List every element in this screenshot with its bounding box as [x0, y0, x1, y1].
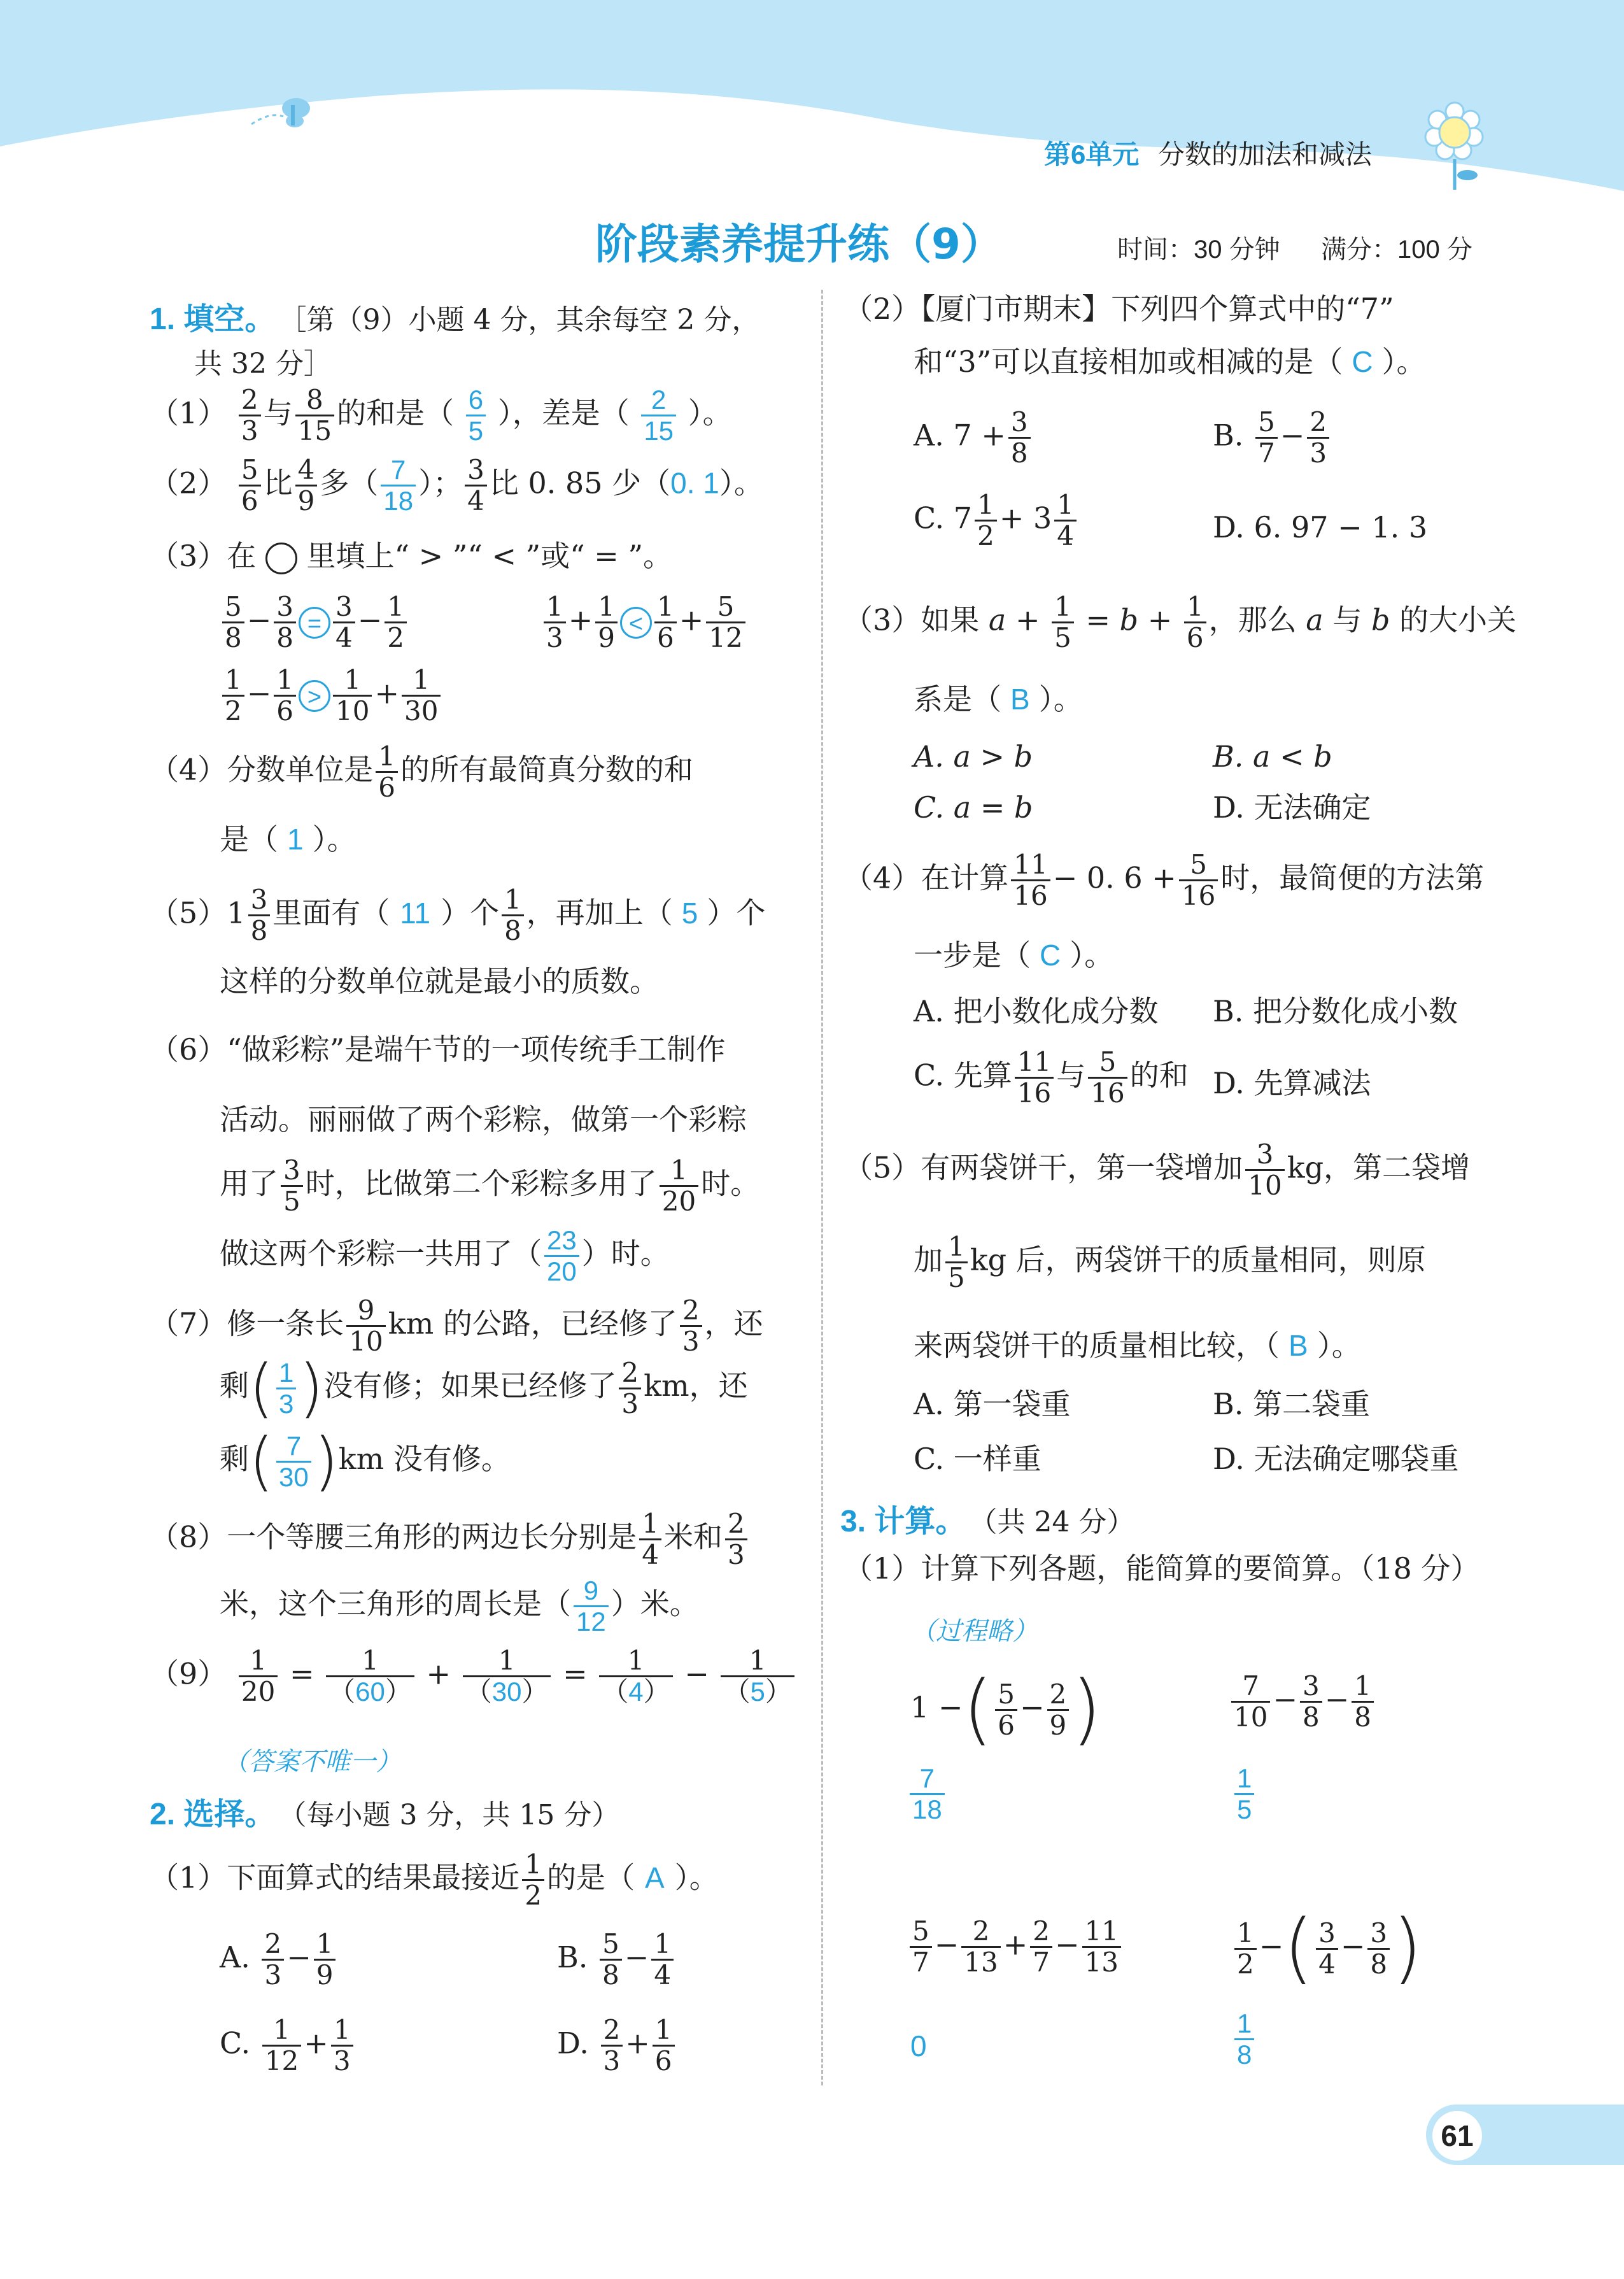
section-2-title: [150, 1789, 619, 1833]
q2-3-option-b: B. a < b: [1213, 739, 1332, 774]
q2-4-line2: 一步是（ C ）。: [914, 938, 1114, 972]
time-label: 时间：30 分钟: [1117, 236, 1280, 264]
section-3-label: 3. 计算。: [840, 1505, 966, 1538]
answer-text[interactable]: 60: [355, 1677, 385, 1707]
q3-1-note: （过程略）: [910, 1617, 1038, 1646]
q1-1: （1） $\frac{2}{3}$ 与 $\frac{8}{15}$ 的和是（ $\frac{6}{5}$ ），差是（ $\frac{2}{15}$ ）。: [150, 384, 732, 446]
q1-8-line2: 米，这个三角形的周长是（ $\frac{9}{12}$ ）米。: [220, 1575, 699, 1636]
header-wave: [0, 0, 1624, 191]
q1-5: （5）1 $\frac{3}{8}$ 里面有（ 11 ）个 $\frac{1}{8}$ ，再加上（ 5 ）个: [150, 884, 766, 946]
q1-4: （4）分数单位是 $\frac{1}{6}$ 的所有最简真分数的和: [150, 741, 694, 803]
page-number: 61: [1432, 2111, 1482, 2161]
q1-3: （3）在 里填上“ > ”“ < ”或“ = ”。: [150, 539, 672, 573]
q3-1: （1）计算下列各题，能简算的要简算。（18 分）: [844, 1551, 1480, 1586]
unit-title: 分数的加法和减法: [1158, 139, 1373, 169]
q1-6-line2: 活动。丽丽做了两个彩粽，做第一个彩粽: [220, 1102, 747, 1137]
q-num: （1）: [150, 395, 227, 430]
q1-6: （6）“做彩粽”是端午节的一项传统手工制作: [150, 1032, 726, 1067]
answer-fraction[interactable]: $\frac{9}{12}$: [574, 1576, 609, 1636]
q2-1-option-b: B. $\frac{5}{8}$ − $\frac{1}{4}$: [557, 1929, 676, 1990]
section-2-label: 2. 选择。: [150, 1798, 276, 1831]
q2-2: （2）【厦门市期末】下列四个算式中的“7”: [844, 292, 1394, 326]
fraction: $\frac{2}{3}$: [239, 385, 261, 446]
section-1-title: [150, 294, 759, 338]
q2-5-option-b: B. 第二袋重: [1213, 1387, 1371, 1421]
q2-5-line3: 来两袋饼干的质量相比较，（ B ）。: [914, 1328, 1361, 1363]
q2-4-option-c: C. 先算 $\frac{11}{16}$ 与 $\frac{5}{16}$ 的和: [914, 1046, 1189, 1109]
calc-3-answer[interactable]: 0: [910, 2029, 927, 2062]
fraction: $\frac{3}{4}$: [465, 455, 487, 516]
q2-4-option-d: D. 先算减法: [1213, 1066, 1371, 1100]
q1-7: （7）修一条长 $\frac{9}{10}$ km 的公路，已经修了 $\frac{2}{3}$ ，还: [150, 1295, 763, 1357]
answer-circle[interactable]: >: [299, 680, 330, 712]
butterfly-icon: [245, 86, 321, 137]
answer-text[interactable]: B: [1289, 1329, 1308, 1362]
q2-2-option-c: C. 7 $\frac{1}{2}$ + 3 $\frac{1}{4}$: [914, 490, 1079, 551]
q1-9: （9） $\frac{1}{20}$ = $\frac{1}{(60)}$ + $\frac{1}{(30)}$ = $\frac{1}{(4)}$ − $\frac{1}{(5)}$: [150, 1646, 797, 1707]
q2-3-option-c: C. a = b: [914, 790, 1033, 825]
answer-text[interactable]: 30: [491, 1677, 522, 1707]
fraction: $\frac{8}{15}$: [295, 385, 334, 446]
calc-4-answer[interactable]: $\frac{1}{8}$: [1232, 2009, 1257, 2070]
q2-1-option-a: A. $\frac{2}{3}$ − $\frac{1}{9}$: [220, 1929, 338, 1990]
q2-2-line2: 和“3”可以直接相加或相减的是（ C ）。: [914, 344, 1426, 379]
q2-1-option-d: D. $\frac{2}{3}$ + $\frac{1}{6}$: [557, 2015, 677, 2076]
q1-2: （2） $\frac{5}{6}$ 比 $\frac{4}{9}$ 多（ $\frac{7}{18}$ ）； $\frac{3}{4}$ 比 0. 85 少（0. 1）。: [150, 454, 763, 516]
fraction: $\frac{5}{6}$: [239, 455, 261, 516]
answer-text[interactable]: 11: [400, 896, 431, 930]
fraction: $\frac{4}{9}$: [295, 455, 318, 516]
page-title: 阶段素养提升练（9）: [595, 220, 1003, 269]
q1-3-compare-2: $\frac{1}{3}$ + $\frac{1}{9}$ < $\frac{1}{6}$ + $\frac{5}{12}$: [541, 592, 748, 653]
q1-5-line2: 这样的分数单位就是最小的质数。: [220, 964, 659, 998]
q2-2-option-b: B. $\frac{5}{7}$ − $\frac{2}{3}$: [1213, 408, 1332, 468]
answer-fraction[interactable]: $\frac{2}{15}$: [641, 385, 676, 446]
q1-7-line2: 剩( $\frac{1}{3}$ )没有修；如果已经修了 $\frac{2}{3}$ km，还: [220, 1351, 748, 1425]
q1-8: （8）一个等腰三角形的两边长分别是 $\frac{1}{4}$ 米和 $\frac{2}{3}$: [150, 1509, 750, 1570]
q2-3-option-d: D. 无法确定: [1213, 790, 1371, 825]
section-3-desc: （共 24 分）: [969, 1506, 1135, 1538]
q1-9-note: （答案不唯一）: [223, 1747, 401, 1777]
q1-3-compare-3: $\frac{1}{2}$ − $\frac{1}{6}$ > $\frac{1}{10}$ + $\frac{1}{30}$: [220, 665, 443, 726]
answer-text[interactable]: 5: [681, 896, 698, 930]
q1-6-line3: 用了 $\frac{3}{5}$ 时，比做第二个彩粽多用了 $\frac{1}{20}$ 时。: [220, 1154, 760, 1217]
section-1-label: 1. 填空。: [150, 302, 276, 336]
section-1-desc: ［第（9）小题 4 分，其余每空 2 分，: [278, 304, 760, 336]
calc-3: $\frac{5}{7}$ − $\frac{2}{13}$ + $\frac{2}{7}$ − $\frac{11}{13}$: [907, 1917, 1124, 1977]
answer-fraction[interactable]: $\frac{6}{5}$: [466, 385, 486, 446]
calc-1: 1 −( $\frac{5}{6}$ − $\frac{2}{9}$ ): [910, 1665, 1102, 1754]
q2-4-option-a: A. 把小数化成分数: [914, 994, 1159, 1028]
answer-fraction[interactable]: $\frac{1}{3}$: [276, 1358, 296, 1419]
answer-fraction[interactable]: $\frac{7}{30}$: [276, 1431, 311, 1492]
calc-1-answer[interactable]: $\frac{7}{18}$: [907, 1764, 947, 1824]
answer-text[interactable]: 0. 1: [670, 466, 719, 500]
q1-4-line2: 是（ 1 ）。: [220, 822, 357, 856]
answer-text[interactable]: 1: [287, 823, 304, 856]
empty-circle: [265, 543, 297, 574]
q2-5-option-d: D. 无法确定哪袋重: [1213, 1442, 1459, 1476]
section-1-desc-2: 共 32 分］: [194, 348, 332, 380]
q2-5: （5）有两袋饼干，第一袋增加 $\frac{3}{10}$ kg，第二袋增: [844, 1139, 1471, 1201]
answer-fraction[interactable]: $\frac{23}{20}$: [544, 1226, 579, 1286]
answer-text[interactable]: A: [645, 1861, 665, 1894]
answer-text[interactable]: C: [1352, 345, 1373, 378]
q2-3-line2: 系是（ B ）。: [914, 682, 1083, 716]
q2-1: （1）下面算式的结果最接近 $\frac{1}{2}$ 的是（ A ）。: [150, 1849, 719, 1911]
unit-label: [1044, 134, 1372, 172]
answer-circle[interactable]: <: [620, 607, 652, 639]
q2-2-option-a: A. 7 + $\frac{3}{8}$: [914, 408, 1033, 468]
calc-4: $\frac{1}{2}$ −( $\frac{3}{4}$ − $\frac{3}{8}$ ): [1232, 1910, 1422, 1987]
answer-text[interactable]: B: [1010, 683, 1030, 716]
q1-7-line3: 剩( $\frac{7}{30}$ )km 没有修。: [220, 1424, 511, 1498]
q2-5-option-a: A. 第一袋重: [914, 1387, 1071, 1421]
q2-4: （4）在计算 $\frac{11}{16}$ − 0. 6 + $\frac{5}{16}$ 时，最简便的方法第: [844, 849, 1485, 911]
calc-2-answer[interactable]: $\frac{1}{5}$: [1232, 1764, 1257, 1824]
q2-1-option-c: C. $\frac{1}{12}$ + $\frac{1}{3}$: [220, 2015, 356, 2076]
q2-2-option-d: D. 6. 97 − 1. 3: [1213, 510, 1428, 544]
section-2-desc: （每小题 3 分，共 15 分）: [278, 1799, 620, 1831]
calc-2: $\frac{7}{10}$ − $\frac{3}{8}$ − $\frac{1}{8}$: [1229, 1672, 1376, 1732]
q2-4-option-b: B. 把分数化成小数: [1213, 994, 1458, 1028]
q2-5-option-c: C. 一样重: [914, 1442, 1041, 1476]
answer-text[interactable]: 5: [750, 1677, 765, 1707]
q1-6-line4: 做这两个彩粽一共用了（ $\frac{23}{20}$ ）时。: [220, 1225, 670, 1286]
q2-3: （3）如果 a + $\frac{1}{5}$ = b + $\frac{1}{6}$ ，那么 a 与 b 的大小关: [844, 591, 1517, 653]
unit-number: 第6单元: [1044, 139, 1140, 169]
flower-icon: [1416, 96, 1493, 191]
q2-5-line2: 加 $\frac{1}{5}$ kg 后，两袋饼干的质量相同，则原: [914, 1231, 1426, 1293]
answer-text[interactable]: C: [1040, 939, 1061, 972]
q1-3-compare-1: $\frac{5}{8}$ − $\frac{3}{8}$ = $\frac{3}{4}$ − $\frac{1}{2}$: [220, 592, 409, 653]
answer-fraction[interactable]: $\frac{7}{18}$: [381, 455, 416, 516]
answer-text[interactable]: 4: [628, 1677, 644, 1707]
section-3-title: [840, 1496, 1134, 1540]
q2-3-option-a: A. a > b: [914, 739, 1033, 774]
column-divider: [821, 290, 823, 2085]
answer-circle[interactable]: =: [299, 607, 330, 639]
score-label: 满分：100 分: [1321, 236, 1472, 264]
